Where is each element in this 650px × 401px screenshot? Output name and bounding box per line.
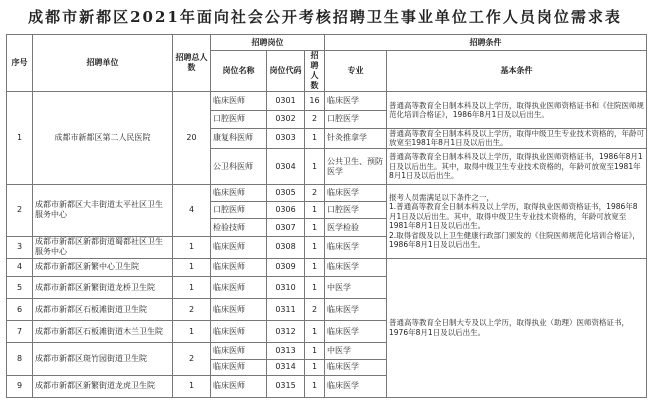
- post-name: 临床医师: [211, 276, 267, 298]
- post-major: 临床医学: [325, 359, 387, 375]
- post-name: 临床医师: [211, 185, 267, 202]
- header-total: 招聘总人数: [173, 35, 211, 92]
- row-unit: 成都市新都区新繁街道龙虎卫生院: [33, 375, 173, 397]
- post-count: 1: [305, 236, 325, 258]
- row-unit: 成都市新都区大丰街道太平社区卫生服务中心: [33, 185, 173, 236]
- post-major: 口腔医学: [325, 202, 387, 219]
- post-code: 0309: [267, 258, 305, 276]
- post-code: 0304: [267, 148, 305, 184]
- post-major: 临床医学: [325, 258, 387, 276]
- post-count: 1: [305, 128, 325, 148]
- post-code: 0305: [267, 185, 305, 202]
- post-code: 0310: [267, 276, 305, 298]
- row-unit: 成都市新都区第二人民医院: [33, 92, 173, 185]
- header-seq: 序号: [7, 35, 33, 92]
- condition-text: 报考人员需满足以下条件之一， 1.普通高等教育全日制本科及以上学历，取得执业医师资格证书，1986年8月1日及以后出生。其中，取得中级卫生专业技术资格的，年龄可放宽至1981年8月1日及以后出生。 2.取得省级及以上卫生健康行政部门颁发的《住院医师规范化培训合格证》，1986年8月1日及以后出生。: [387, 185, 647, 259]
- header-basic: 基本条件: [387, 51, 647, 92]
- post-major: 中医学: [325, 343, 387, 359]
- post-major: 临床医学: [325, 92, 387, 110]
- post-major: 临床医学: [325, 236, 387, 258]
- row-seq: 1: [7, 92, 33, 185]
- row-unit: 成都市新都区新繁中心卫生院: [33, 258, 173, 276]
- row-seq: 2: [7, 185, 33, 236]
- recruitment-table: [6, 34, 647, 398]
- row-total: 2: [173, 299, 211, 321]
- post-name: 临床医师: [211, 236, 267, 258]
- post-count: 1: [305, 202, 325, 219]
- page-title: 成都市新都区2021年面向社会公开考核招聘卫生事业单位工作人员岗位需求表: [28, 8, 622, 26]
- row-seq: 9: [7, 375, 33, 397]
- row-unit: 成都市新都区新繁街道龙桥卫生院: [33, 276, 173, 298]
- post-major: 临床医学: [325, 321, 387, 343]
- header-major: 专业: [325, 51, 387, 92]
- post-major: 临床医学: [325, 299, 387, 321]
- post-name: 公卫科医师: [211, 148, 267, 184]
- post-name: 临床医师: [211, 92, 267, 110]
- post-name: 临床医师: [211, 375, 267, 397]
- post-count: 2: [305, 299, 325, 321]
- post-code: 0303: [267, 128, 305, 148]
- post-code: 0306: [267, 202, 305, 219]
- header-unit: 招聘单位: [33, 35, 173, 92]
- row-total: 1: [173, 276, 211, 298]
- post-major: 针灸推拿学: [325, 128, 387, 148]
- post-count: 1: [305, 343, 325, 359]
- post-count: 1: [305, 219, 325, 236]
- header-cond-group: 招聘条件: [325, 35, 647, 51]
- row-total: 20: [173, 92, 211, 185]
- row-unit: 成都市新都区石板滩街道卫生院: [33, 299, 173, 321]
- row-total: 2: [173, 343, 211, 375]
- header-post-count: 招聘人数: [305, 51, 325, 92]
- row-unit: 成都市新都区石板滩街道木兰卫生院: [33, 321, 173, 343]
- row-total: 1: [173, 375, 211, 397]
- row-total: 4: [173, 185, 211, 236]
- row-seq: 6: [7, 299, 33, 321]
- post-code: 0311: [267, 299, 305, 321]
- row-seq: 7: [7, 321, 33, 343]
- post-major: 临床医学: [325, 185, 387, 202]
- row-seq: 8: [7, 343, 33, 375]
- row-unit: 成都市新都区新都街道蜀都社区卫生服务中心: [33, 236, 173, 258]
- row-total: 1: [173, 236, 211, 258]
- post-count: 1: [305, 148, 325, 184]
- post-count: 2: [305, 185, 325, 202]
- post-count: 16: [305, 92, 325, 110]
- post-count: 1: [305, 375, 325, 397]
- header-post-name: 岗位名称: [211, 51, 267, 92]
- post-count: 1: [305, 276, 325, 298]
- row-total: 1: [173, 321, 211, 343]
- post-name: 康复科医师: [211, 128, 267, 148]
- post-major: 公共卫生、预防医学: [325, 148, 387, 184]
- post-name: 临床医师: [211, 343, 267, 359]
- post-code: 0302: [267, 110, 305, 128]
- post-name: 检验技师: [211, 219, 267, 236]
- post-code: 0315: [267, 375, 305, 397]
- row-seq: 5: [7, 276, 33, 298]
- post-code: 0314: [267, 359, 305, 375]
- post-name: 口腔医师: [211, 202, 267, 219]
- row-total: 1: [173, 258, 211, 276]
- row-unit: 成都市新都区斑竹园街道卫生院: [33, 343, 173, 375]
- post-code: 0307: [267, 219, 305, 236]
- post-count: 1: [305, 359, 325, 375]
- row-seq: 4: [7, 258, 33, 276]
- post-name: 临床医师: [211, 321, 267, 343]
- post-name: 临床医师: [211, 258, 267, 276]
- condition-text: 普通高等教育全日制本科及以上学历，取得执业医师资格证书，1986年8月1日及以后出生。其中，取得中级卫生专业技术资格的，年龄可放宽至1981年8月1日及以后出生。: [387, 148, 647, 184]
- condition-text: 普通高等教育全日制本科及以上学历，取得中级卫生专业技术资格的，年龄可放宽至1981年8月1日及以后出生。: [387, 128, 647, 148]
- header-post-group: 招聘岗位: [211, 35, 325, 51]
- post-count: 1: [305, 321, 325, 343]
- post-code: 0308: [267, 236, 305, 258]
- post-code: 0313: [267, 343, 305, 359]
- header-post-code: 岗位代码: [267, 51, 305, 92]
- post-major: 医学检验: [325, 219, 387, 236]
- post-name: 临床医师: [211, 359, 267, 375]
- post-major: 临床医学: [325, 375, 387, 397]
- condition-text: 普通高等教育全日制本科及以上学历，取得执业医师资格证书和《住院医师规范化培训合格证》，1986年8月1日及以后出生。: [387, 92, 647, 128]
- post-name: 口腔医师: [211, 110, 267, 128]
- post-code: 0312: [267, 321, 305, 343]
- post-major: 口腔医学: [325, 110, 387, 128]
- post-count: 2: [305, 110, 325, 128]
- post-code: 0301: [267, 92, 305, 110]
- post-major: 中医学: [325, 276, 387, 298]
- condition-text: 普通高等教育全日制大专及以上学历，取得执业（助理）医师资格证书，1976年8月1日及以后出生。: [387, 258, 647, 397]
- post-name: 临床医师: [211, 299, 267, 321]
- row-seq: 3: [7, 236, 33, 258]
- post-count: 1: [305, 258, 325, 276]
